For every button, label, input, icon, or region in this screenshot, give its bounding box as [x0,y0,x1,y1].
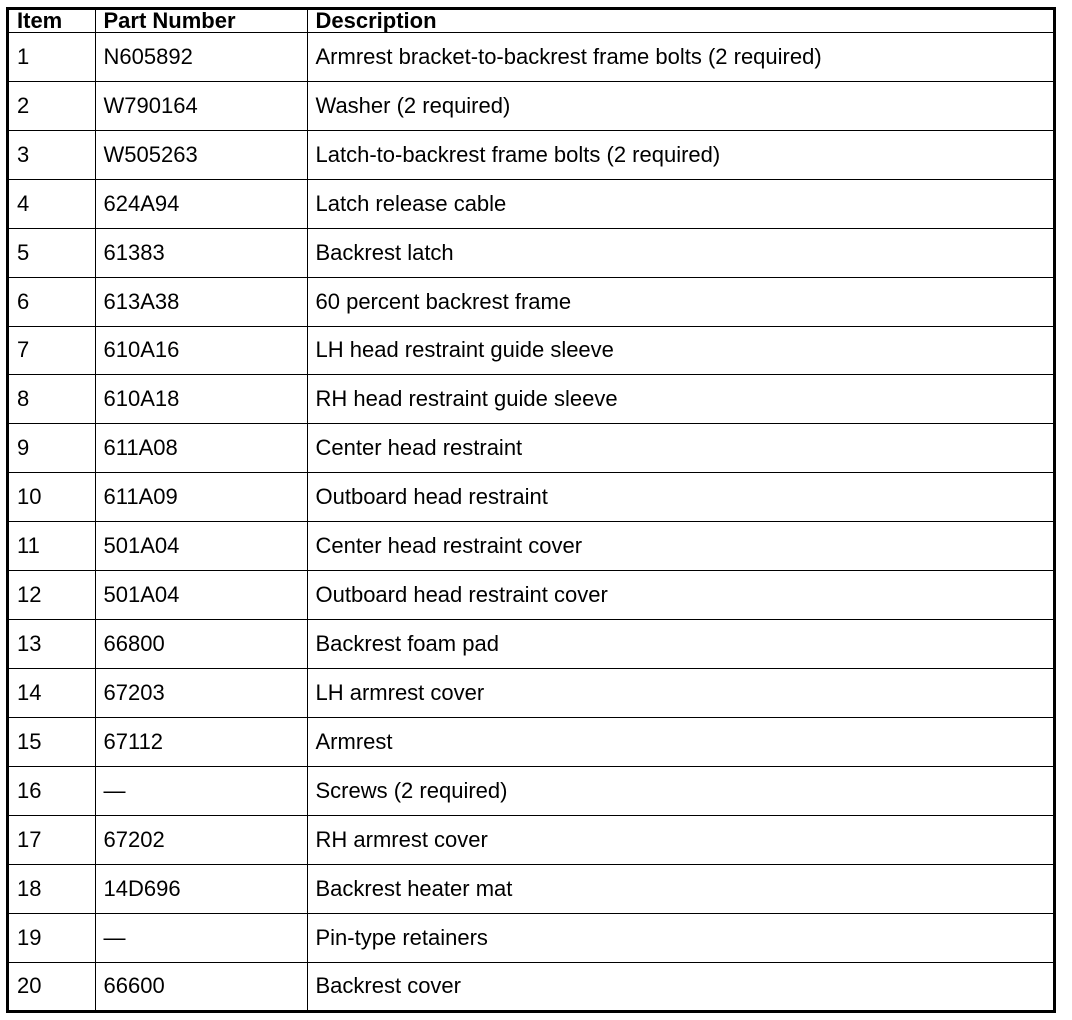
cell-description: Armrest [307,717,1053,766]
cell-item: 20 [9,962,95,1010]
cell-item: 18 [9,864,95,913]
cell-part-number: 613A38 [95,277,307,326]
cell-part-number: 67203 [95,668,307,717]
cell-part-number: 67112 [95,717,307,766]
table-row [9,277,1053,326]
cell-item: 5 [9,228,95,277]
table-row [9,766,1053,815]
table-row [9,375,1053,424]
cell-part-number: 61383 [95,228,307,277]
cell-item: 4 [9,179,95,228]
parts-table-body [9,33,1053,1011]
cell-item: 6 [9,277,95,326]
cell-item: 19 [9,913,95,962]
cell-part-number: 611A09 [95,473,307,522]
table-row [9,228,1053,277]
table-row [9,81,1053,130]
cell-description: LH armrest cover [307,668,1053,717]
cell-part-number: 624A94 [95,179,307,228]
cell-item: 7 [9,326,95,375]
header-description: Description [307,10,1053,33]
cell-description: Center head restraint [307,424,1053,473]
cell-description: Backrest foam pad [307,620,1053,669]
table-row [9,571,1053,620]
cell-description: Armrest bracket-to-backrest frame bolts (2 required) [307,33,1053,82]
table-row [9,179,1053,228]
table-row [9,473,1053,522]
cell-description: Latch release cable [307,179,1053,228]
cell-description: Pin-type retainers [307,913,1053,962]
cell-part-number: 66600 [95,962,307,1010]
cell-part-number: W505263 [95,130,307,179]
cell-item: 13 [9,620,95,669]
table-row [9,326,1053,375]
cell-item: 2 [9,81,95,130]
cell-part-number: 611A08 [95,424,307,473]
table-row [9,130,1053,179]
cell-description: Washer (2 required) [307,81,1053,130]
cell-description: Latch-to-backrest frame bolts (2 required) [307,130,1053,179]
cell-part-number: N605892 [95,33,307,82]
table-row [9,620,1053,669]
cell-part-number: W790164 [95,81,307,130]
cell-description: Outboard head restraint [307,473,1053,522]
cell-part-number: 610A16 [95,326,307,375]
cell-description: Screws (2 required) [307,766,1053,815]
header-part-number: Part Number [95,10,307,33]
cell-item: 8 [9,375,95,424]
table-row [9,717,1053,766]
cell-part-number: 501A04 [95,571,307,620]
cell-part-number: — [95,913,307,962]
table-row [9,815,1053,864]
cell-item: 16 [9,766,95,815]
table-row [9,864,1053,913]
table-row [9,962,1053,1010]
table-row [9,424,1053,473]
cell-description: 60 percent backrest frame [307,277,1053,326]
cell-item: 11 [9,522,95,571]
cell-description: RH armrest cover [307,815,1053,864]
cell-item: 12 [9,571,95,620]
cell-description: Backrest cover [307,962,1053,1010]
table-row [9,668,1053,717]
cell-description: Center head restraint cover [307,522,1053,571]
table-row [9,913,1053,962]
cell-part-number: 66800 [95,620,307,669]
header-item: Item [9,10,95,33]
cell-description: Backrest latch [307,228,1053,277]
cell-item: 9 [9,424,95,473]
cell-item: 1 [9,33,95,82]
cell-item: 14 [9,668,95,717]
cell-item: 3 [9,130,95,179]
header-row [9,10,1053,33]
cell-description: LH head restraint guide sleeve [307,326,1053,375]
cell-part-number: — [95,766,307,815]
cell-part-number: 67202 [95,815,307,864]
cell-description: Outboard head restraint cover [307,571,1053,620]
parts-table-frame [6,7,1056,1013]
cell-item: 15 [9,717,95,766]
table-row [9,522,1053,571]
parts-table [9,10,1053,1010]
cell-description: Backrest heater mat [307,864,1053,913]
cell-part-number: 610A18 [95,375,307,424]
cell-part-number: 501A04 [95,522,307,571]
cell-item: 17 [9,815,95,864]
cell-item: 10 [9,473,95,522]
cell-part-number: 14D696 [95,864,307,913]
cell-description: RH head restraint guide sleeve [307,375,1053,424]
table-row [9,33,1053,82]
